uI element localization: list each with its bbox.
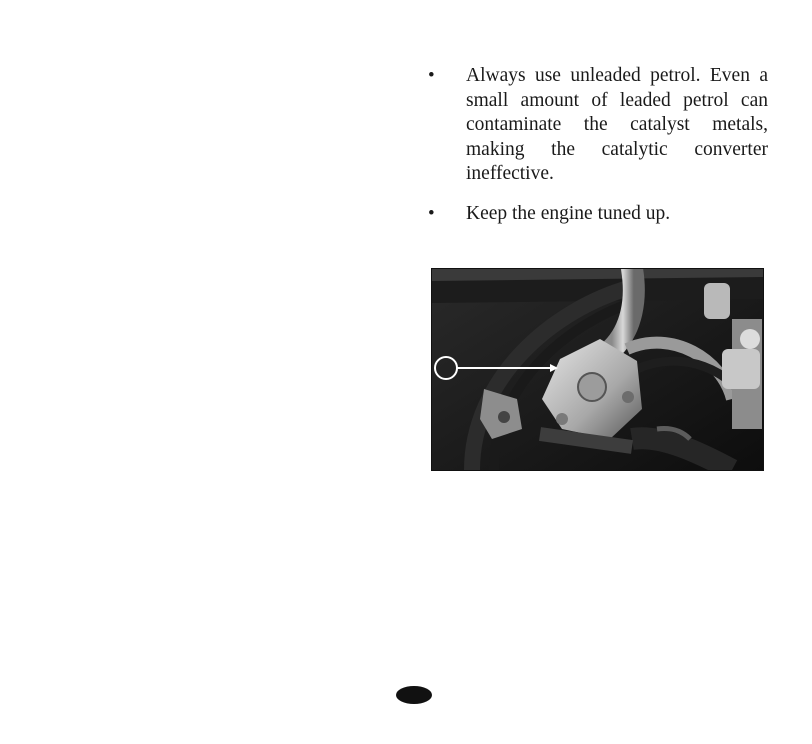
page-marker-tab (396, 686, 432, 704)
bullet-text: Always use unleaded petrol. Even a small amount of leaded petrol can contaminate the catalyst metals, making the catalytic converter ineffective. (466, 65, 768, 184)
bullet-list (428, 64, 768, 226)
bullet-icon: • (428, 202, 435, 224)
list-item (428, 202, 768, 227)
list-item (428, 64, 768, 187)
bullet-text: Keep the engine tuned up. (466, 202, 671, 224)
engine-photo (431, 268, 764, 471)
engine-illustration (432, 269, 763, 470)
bullet-icon: • (428, 65, 435, 86)
